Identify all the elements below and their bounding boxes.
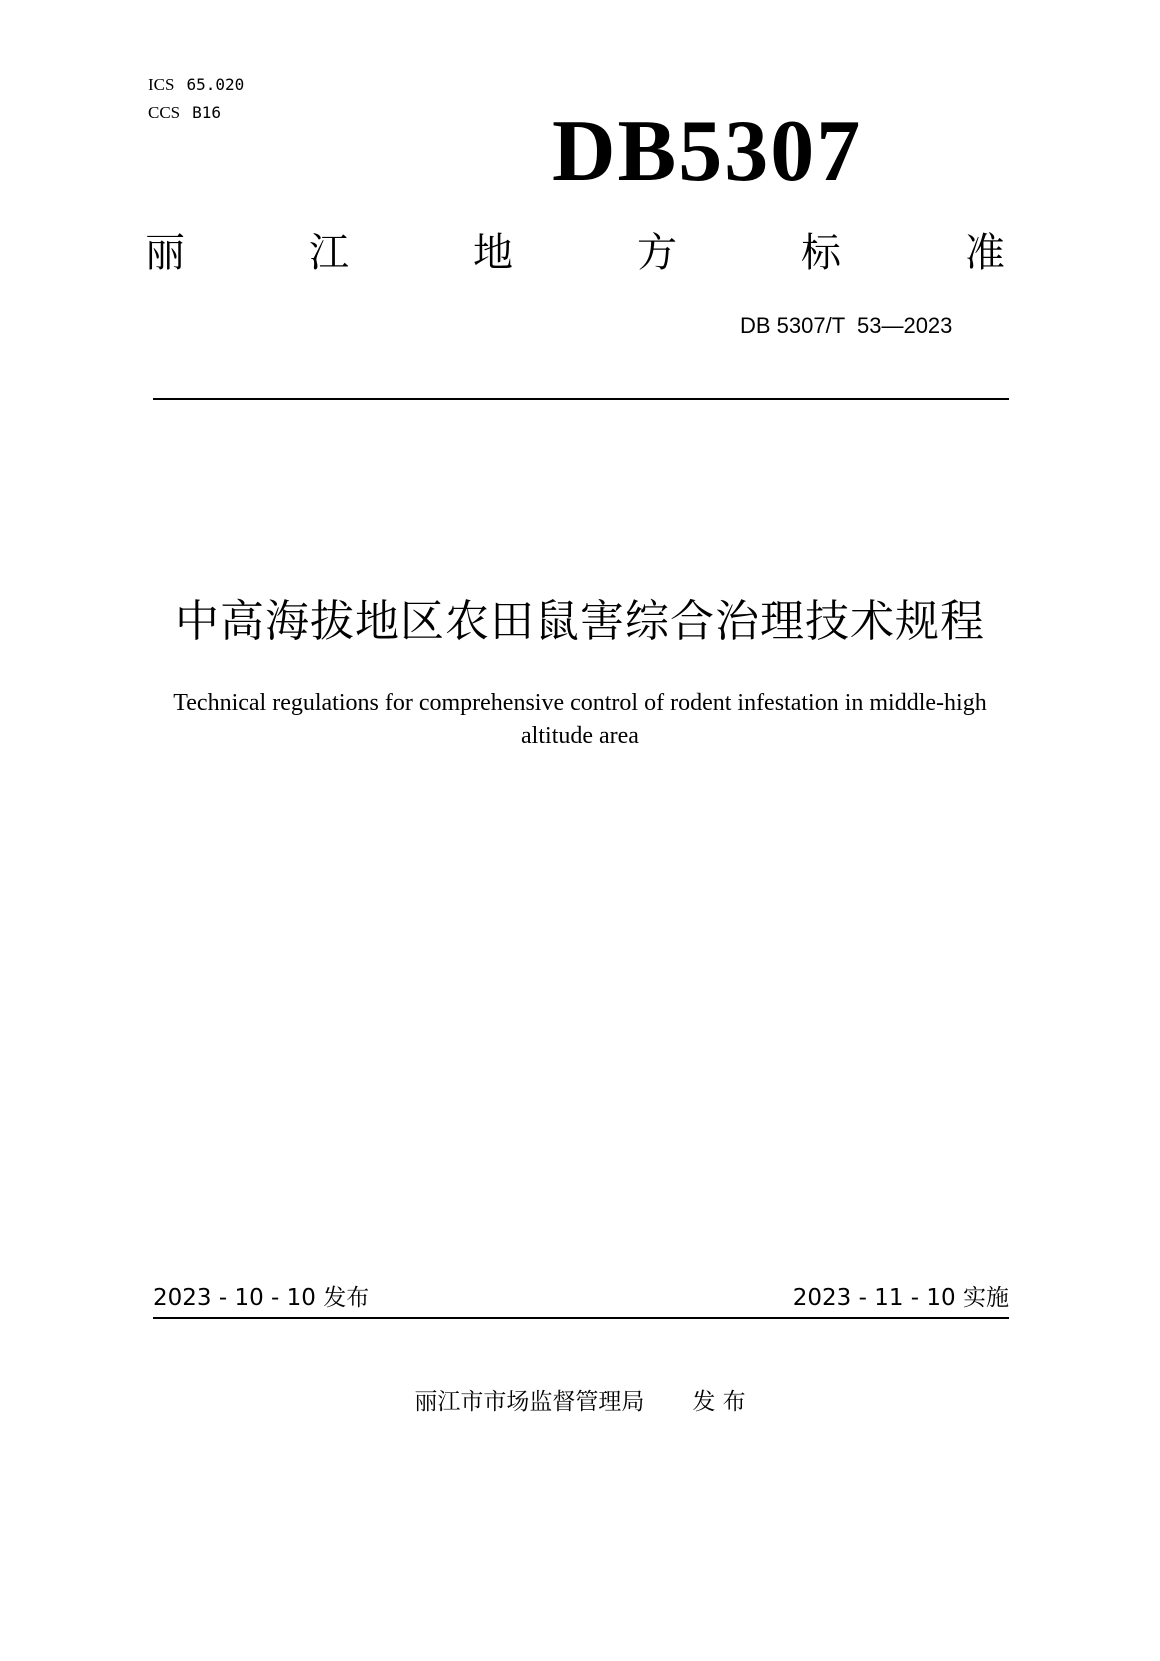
- ics-label: ICS: [148, 75, 175, 94]
- standard-type: [145, 228, 1005, 278]
- standard-type-char: 丽: [145, 230, 185, 276]
- ics-code: 65.020: [186, 75, 245, 94]
- standard-type-char: 方: [637, 230, 677, 276]
- standard-code: DB5307: [552, 103, 863, 200]
- issue-date: 2023 - 10 - 10 发布: [153, 1285, 370, 1311]
- standard-type-char: 标: [801, 230, 841, 276]
- publisher-action: 发 布: [692, 1389, 746, 1415]
- top-divider: [153, 398, 1009, 400]
- ccs-label: CCS: [148, 103, 181, 122]
- publisher: [0, 1387, 1160, 1417]
- standard-type-char: 准: [965, 230, 1005, 276]
- implementation-date: 2023 - 11 - 10 实施: [792, 1285, 1009, 1311]
- title-chinese: 中高海拔地区农田鼠害综合治理技术规程: [175, 596, 985, 647]
- bottom-divider: [153, 1317, 1009, 1319]
- standard-number: DB 5307/T 53—2023: [740, 313, 953, 338]
- publisher-name: 丽江市市场监督管理局: [414, 1389, 645, 1415]
- title-english-line-1: Technical regulations for comprehensive control of rodent infestation in middle-high: [173, 690, 987, 716]
- ics-line: [148, 75, 244, 95]
- ccs-code: B16: [192, 103, 222, 122]
- standard-type-char: 地: [473, 230, 513, 276]
- title-english: [150, 687, 1010, 753]
- ccs-line: [148, 103, 221, 123]
- standard-type-char: 江: [309, 230, 349, 276]
- title-english-line-2: altitude area: [521, 723, 639, 749]
